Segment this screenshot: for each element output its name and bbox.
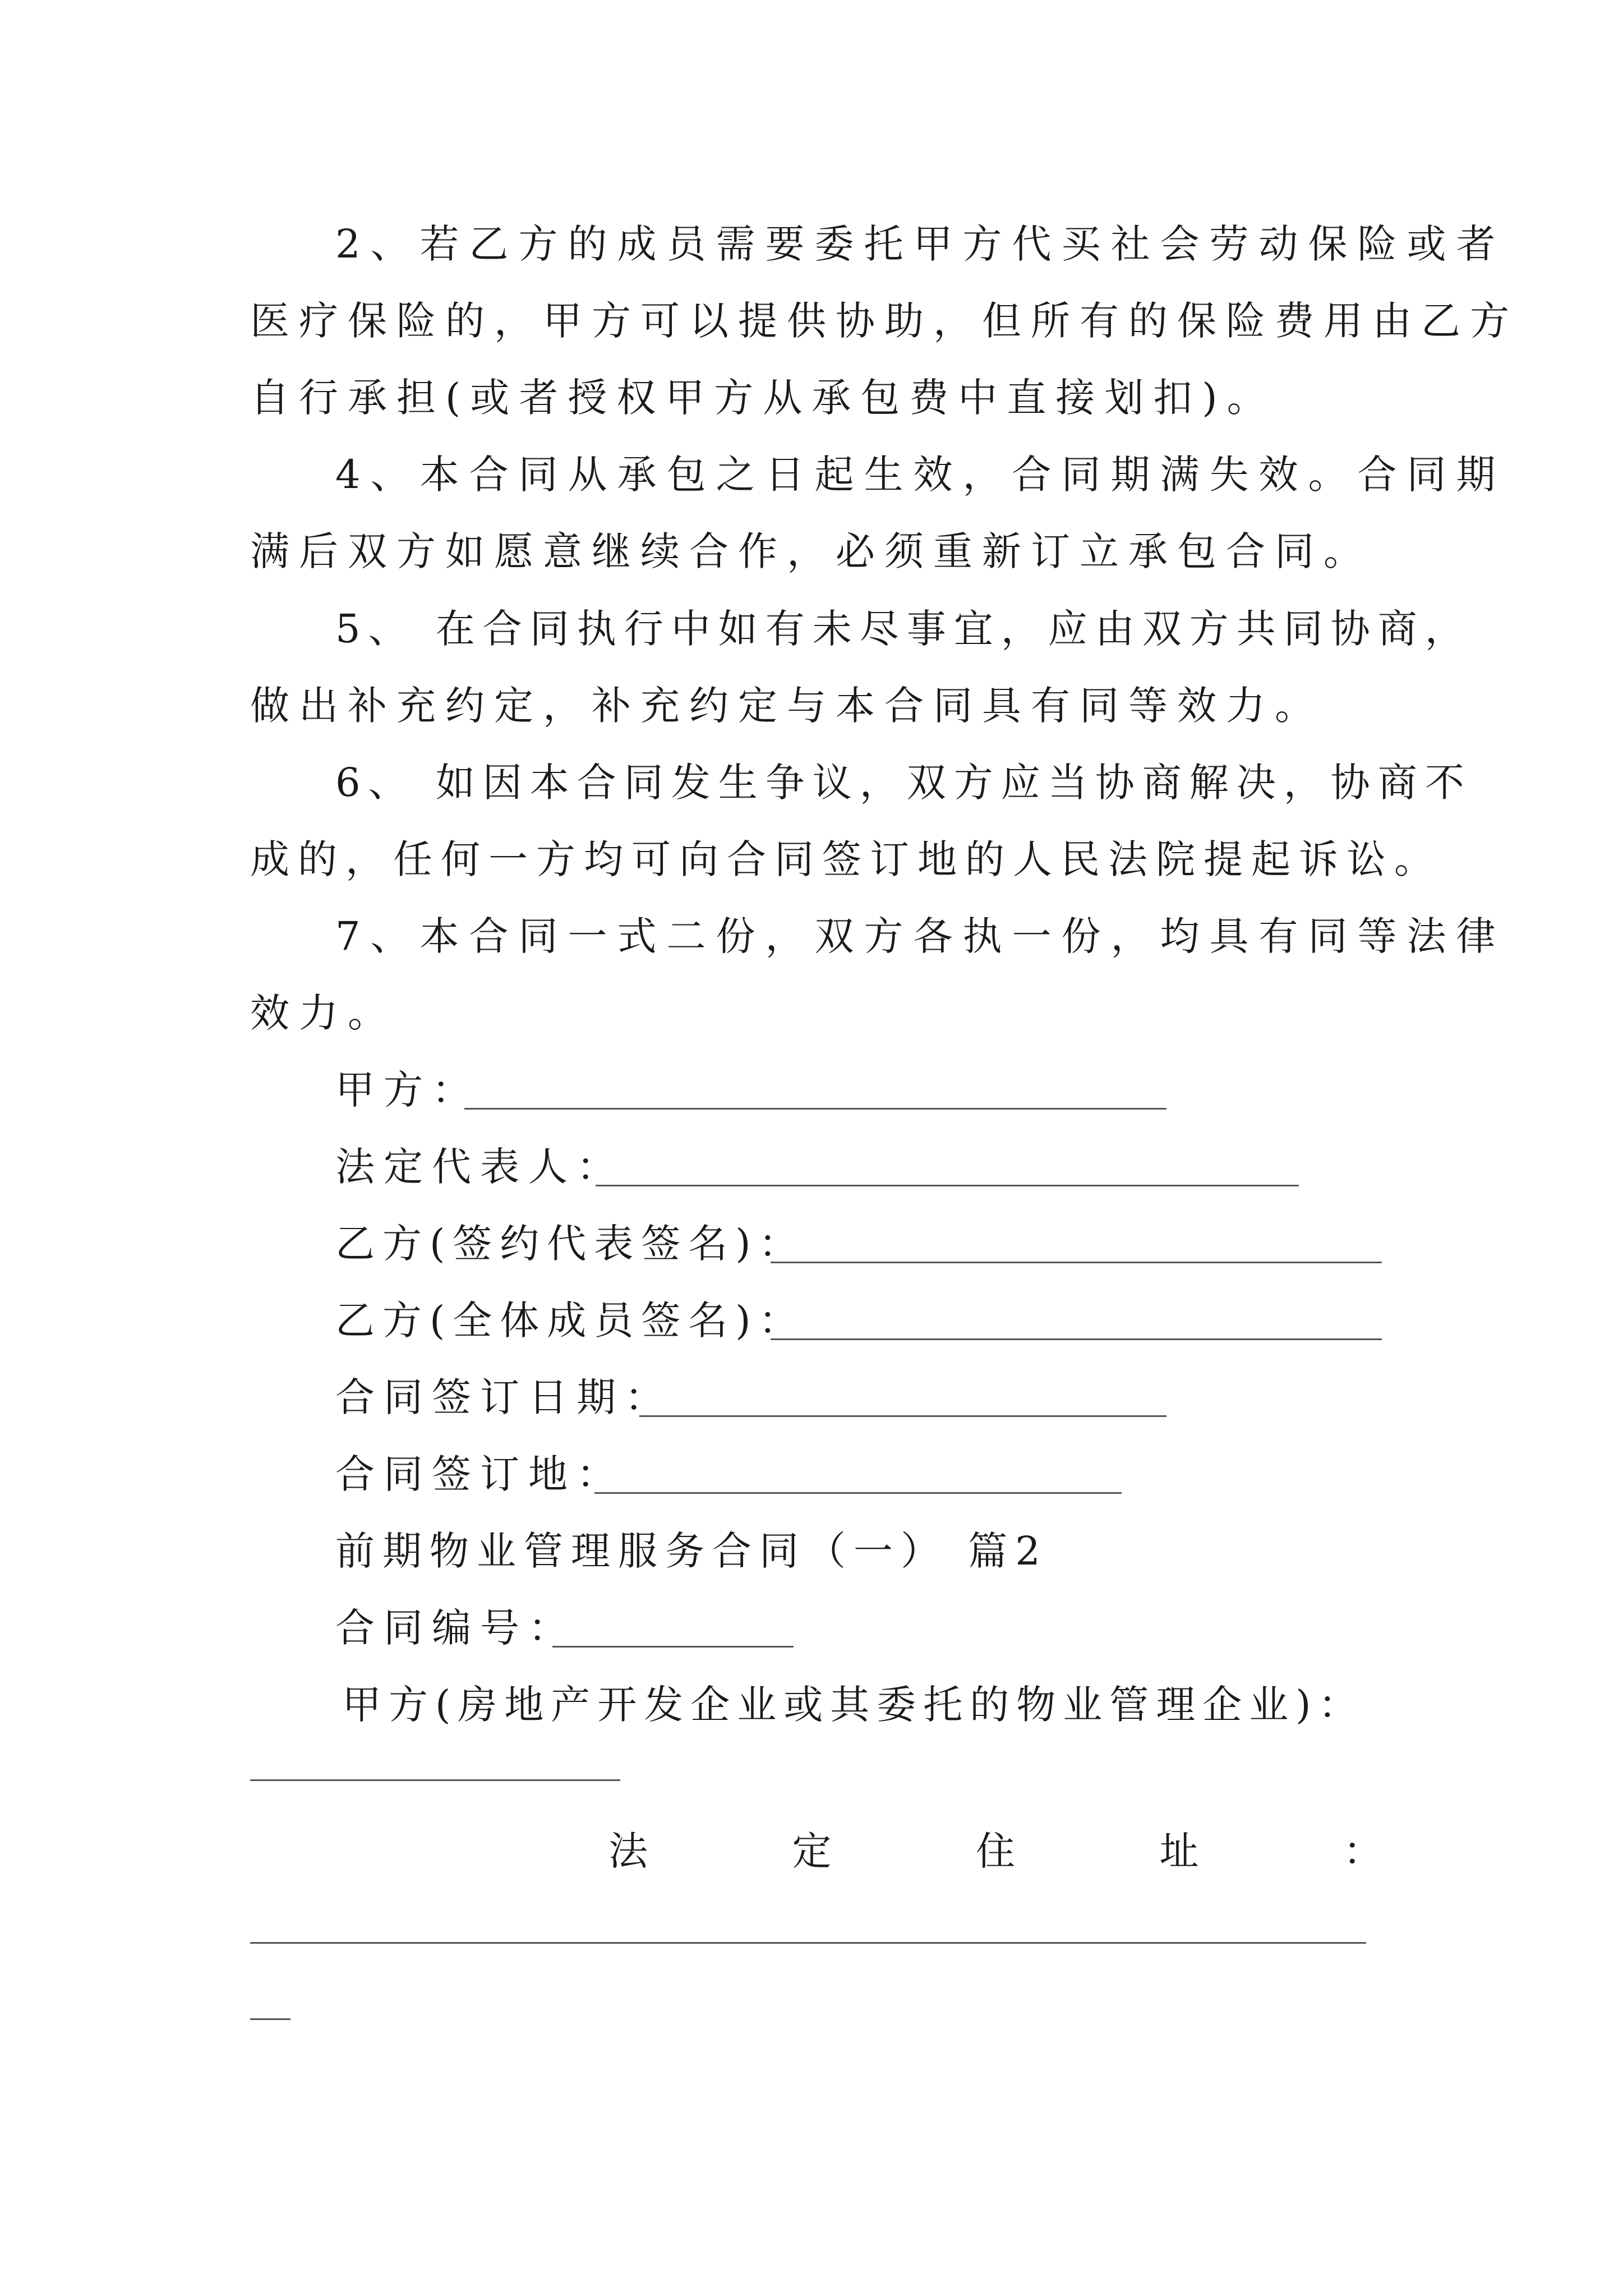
clause-text: 成的，任何一方均可向合同签订地的人民法院提起诉讼。	[250, 836, 1442, 882]
address-char: 住	[976, 1828, 1015, 1874]
clause-5-line-1	[335, 606, 1472, 652]
clause-text: 6、 如因本合同发生争议，双方应当协商解决，协商不	[335, 760, 1472, 806]
clause-text: 自行承担(或者授权甲方从承包费中直接划扣)。	[250, 375, 1276, 421]
clause-7-line-1	[335, 913, 1506, 959]
clause-text: 医疗保险的，甲方可以提供协助，但所有的保险费用由乙方	[250, 298, 1519, 344]
party-a-developer-blank-line[interactable]	[250, 1779, 620, 1781]
signing-place-label: 合同签订地：	[335, 1451, 625, 1497]
contract-number-label: 合同编号：	[335, 1605, 577, 1651]
clause-2-line-3	[250, 375, 1276, 421]
address-char: 定	[792, 1828, 832, 1874]
clause-6-line-1	[335, 760, 1472, 806]
party-b-members-blank-line[interactable]	[771, 1338, 1382, 1340]
clause-6-line-2	[250, 836, 1442, 882]
clause-5-line-2	[250, 683, 1324, 729]
address-char: ：	[1343, 1828, 1382, 1874]
party-b-representative-blank-line[interactable]	[771, 1262, 1382, 1263]
party-a-developer-label: 甲方(房地产开发企业或其委托的物业管理企业)：	[342, 1682, 1365, 1728]
clause-text: 效力。	[250, 990, 396, 1036]
legal-address-blank-line-continued[interactable]	[250, 2018, 291, 2020]
party-a-label: 甲方：	[335, 1067, 480, 1113]
signing-date-label: 合同签订日期：	[335, 1374, 673, 1420]
clause-4-line-1	[335, 452, 1506, 498]
clause-7-line-2	[250, 990, 396, 1036]
clause-text: 5、 在合同执行中如有未尽事宜，应由双方共同协商，	[335, 606, 1472, 652]
party-b-representative-label: 乙方(签约代表签名)：	[335, 1221, 806, 1267]
clause-text: 7、本合同一式二份，双方各执一份，均具有同等法律	[335, 913, 1506, 959]
clause-2-line-1	[335, 221, 1506, 267]
clause-text: 2、若乙方的成员需要委托甲方代买社会劳动保险或者	[335, 221, 1506, 267]
legal-address-blank-line[interactable]	[250, 1942, 1366, 1944]
legal-representative-label: 法定代表人：	[335, 1144, 625, 1190]
party-b-members-label: 乙方(全体成员签名)：	[335, 1297, 806, 1343]
legal-address-label	[608, 1828, 1382, 1874]
contract-number-blank-line[interactable]	[552, 1646, 794, 1648]
clause-text: 做出补充约定，补充约定与本合同具有同等效力。	[250, 683, 1324, 729]
legal-representative-blank-line[interactable]	[596, 1185, 1299, 1186]
clause-text: 4、本合同从承包之日起生效，合同期满失效。合同期	[335, 452, 1506, 498]
party-a-blank-line[interactable]	[464, 1108, 1166, 1110]
clause-text: 满后双方如愿意继续合作，必须重新订立承包合同。	[250, 528, 1372, 574]
address-char: 法	[608, 1828, 648, 1874]
signing-place-blank-line[interactable]	[594, 1492, 1122, 1494]
clause-4-line-2	[250, 528, 1372, 574]
next-contract-title: 前期物业管理服务合同（一） 篇2	[335, 1528, 1048, 1574]
clause-2-line-2	[250, 298, 1519, 344]
address-char: 址	[1159, 1828, 1199, 1874]
signing-date-blank-line[interactable]	[639, 1415, 1166, 1417]
